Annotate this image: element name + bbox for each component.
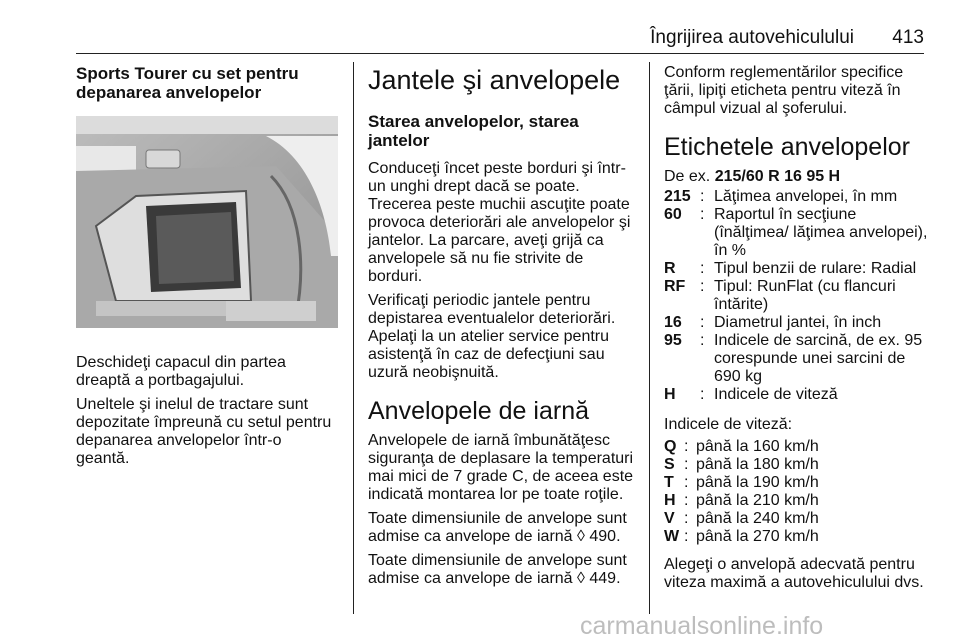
- paragraph: Anvelopele de iarnă îmbunătăţesc siguranţa de deplasare la temperaturi mai mici de 7 grade C, de aceea este indicată montarea lor pe toate roţile.: [368, 432, 634, 503]
- speed-row-key: W: [664, 528, 680, 545]
- code-row: [664, 314, 934, 332]
- separator: :: [684, 492, 689, 509]
- trunk-photo: [76, 116, 338, 328]
- code-row-value: Raportul în secţiune (înălţimea/ lăţimea anvelopei), în %: [714, 206, 928, 259]
- speed-row-value: până la 190 km/h: [696, 474, 819, 491]
- separator: :: [700, 260, 705, 277]
- section-title: Jantele şi anvelopele: [368, 65, 621, 95]
- speed-row-key: H: [664, 492, 676, 509]
- paragraph: Conduceţi încet peste borduri şi într-un unghi drept dacă se poate. Trecerea peste muchii ascuţite poate provoca deteriorări ale anvelopelor şi jantelor. La parcare, aveţi grijă ca anvelopele să nu fie strivite de borduri.: [368, 160, 631, 285]
- code-row-value: Lăţimea anvelopei, în mm: [714, 188, 898, 205]
- code-row-value: Indicele de viteză: [714, 386, 838, 403]
- separator: :: [684, 528, 689, 545]
- speed-index-table: [664, 438, 819, 546]
- code-row-key: 215: [664, 188, 691, 205]
- speed-row-key: T: [664, 474, 674, 491]
- separator: :: [700, 188, 705, 205]
- speed-row-value: până la 240 km/h: [696, 510, 819, 527]
- page-number: 413: [892, 27, 924, 48]
- example-prefix: De ex.: [664, 168, 715, 185]
- code-row-value: Diametrul jantei, în inch: [714, 314, 882, 331]
- separator: :: [700, 386, 705, 403]
- code-row-value: Tipul benzii de rulare: Radial: [714, 260, 917, 277]
- code-row: [664, 206, 934, 260]
- speed-row-value: până la 270 km/h: [696, 528, 819, 545]
- speed-row: [664, 438, 819, 456]
- speed-row: [664, 528, 819, 546]
- code-row: [664, 260, 934, 278]
- code-row-value: Tipul: RunFlat (cu flancuri întărite): [714, 278, 896, 313]
- speed-row: [664, 492, 819, 510]
- speed-row-key: Q: [664, 438, 677, 455]
- code-row: [664, 278, 934, 314]
- code-row-key: H: [664, 386, 676, 403]
- cross-reference: Toate dimensiunile de anvelope sunt admise ca anvelope de iarnă ◊ 490.: [368, 510, 627, 545]
- code-row-key: R: [664, 260, 676, 277]
- watermark: carmanualsonline.info: [580, 612, 824, 640]
- paragraph: Deschideţi capacul din partea dreaptă a portbagajului.: [76, 354, 286, 389]
- example-code: 215/60 R 16 95 H: [714, 168, 841, 185]
- tyre-labels-heading: Etichetele anvelopelor: [664, 133, 910, 161]
- column-divider-1: [353, 62, 354, 614]
- paragraph: Verificaţi periodic jantele pentru depistarea eventualelor deteriorări. Apelaţi la un atelier service pentru asistenţă în caz de defecţiuni sau uzură neobişnuită.: [368, 292, 616, 381]
- code-row-key: 60: [664, 206, 682, 223]
- separator: :: [700, 206, 705, 223]
- speed-row-value: până la 210 km/h: [696, 492, 819, 509]
- paragraph: Conform reglementărilor specifice ţării, lipiţi eticheta pentru viteză în câmpul vizual al şoferului.: [664, 64, 904, 117]
- code-row: [664, 188, 934, 206]
- section-heading: Sports Tourer cu set pentru depanarea anvelopelor: [76, 64, 299, 102]
- code-row-key: RF: [664, 278, 686, 295]
- code-row: [664, 332, 934, 386]
- code-row: [664, 386, 934, 404]
- header-title: Îngrijirea autovehiculului: [650, 27, 854, 48]
- example-line: [664, 168, 934, 186]
- speed-row-value: până la 180 km/h: [696, 456, 819, 473]
- separator: :: [684, 510, 689, 527]
- separator: :: [700, 332, 705, 349]
- cross-reference: Toate dimensiunile de anvelope sunt admise ca anvelope de iarnă ◊ 449.: [368, 552, 627, 587]
- column-divider-2: [649, 62, 650, 614]
- code-row-key: 16: [664, 314, 682, 331]
- page-header: [76, 27, 924, 54]
- paragraph: Alegeţi o anvelopă adecvată pentru viteza maximă a autovehiculului dvs.: [664, 556, 924, 591]
- code-row-key: 95: [664, 332, 682, 349]
- trunk-illustration: [76, 116, 338, 328]
- tyre-code-table: [664, 188, 934, 404]
- separator: :: [700, 314, 705, 331]
- separator: :: [684, 474, 689, 491]
- speed-row-value: până la 160 km/h: [696, 438, 819, 455]
- speed-row: [664, 474, 819, 492]
- code-row-value: Indicele de sarcină, de ex. 95 corespunde unei sarcini de 690 kg: [714, 332, 923, 385]
- speed-row-key: S: [664, 456, 675, 473]
- column-2: [368, 64, 634, 594]
- column-3: [664, 64, 934, 598]
- separator: :: [700, 278, 705, 295]
- speed-index-intro: Indicele de viteză:: [664, 416, 793, 433]
- separator: :: [684, 438, 689, 455]
- paragraph: Uneltele şi inelul de tractare sunt depozitate împreună cu setul pentru depanarea anvelopelor într-o geantă.: [76, 396, 332, 467]
- column-1: [76, 64, 338, 474]
- subsection-heading: Starea anvelopelor, starea jantelor: [368, 112, 579, 150]
- speed-row: [664, 456, 819, 474]
- winter-tyres-heading: Anvelopele de iarnă: [368, 397, 589, 425]
- speed-row-key: V: [664, 510, 675, 527]
- separator: :: [684, 456, 689, 473]
- speed-row: [664, 510, 819, 528]
